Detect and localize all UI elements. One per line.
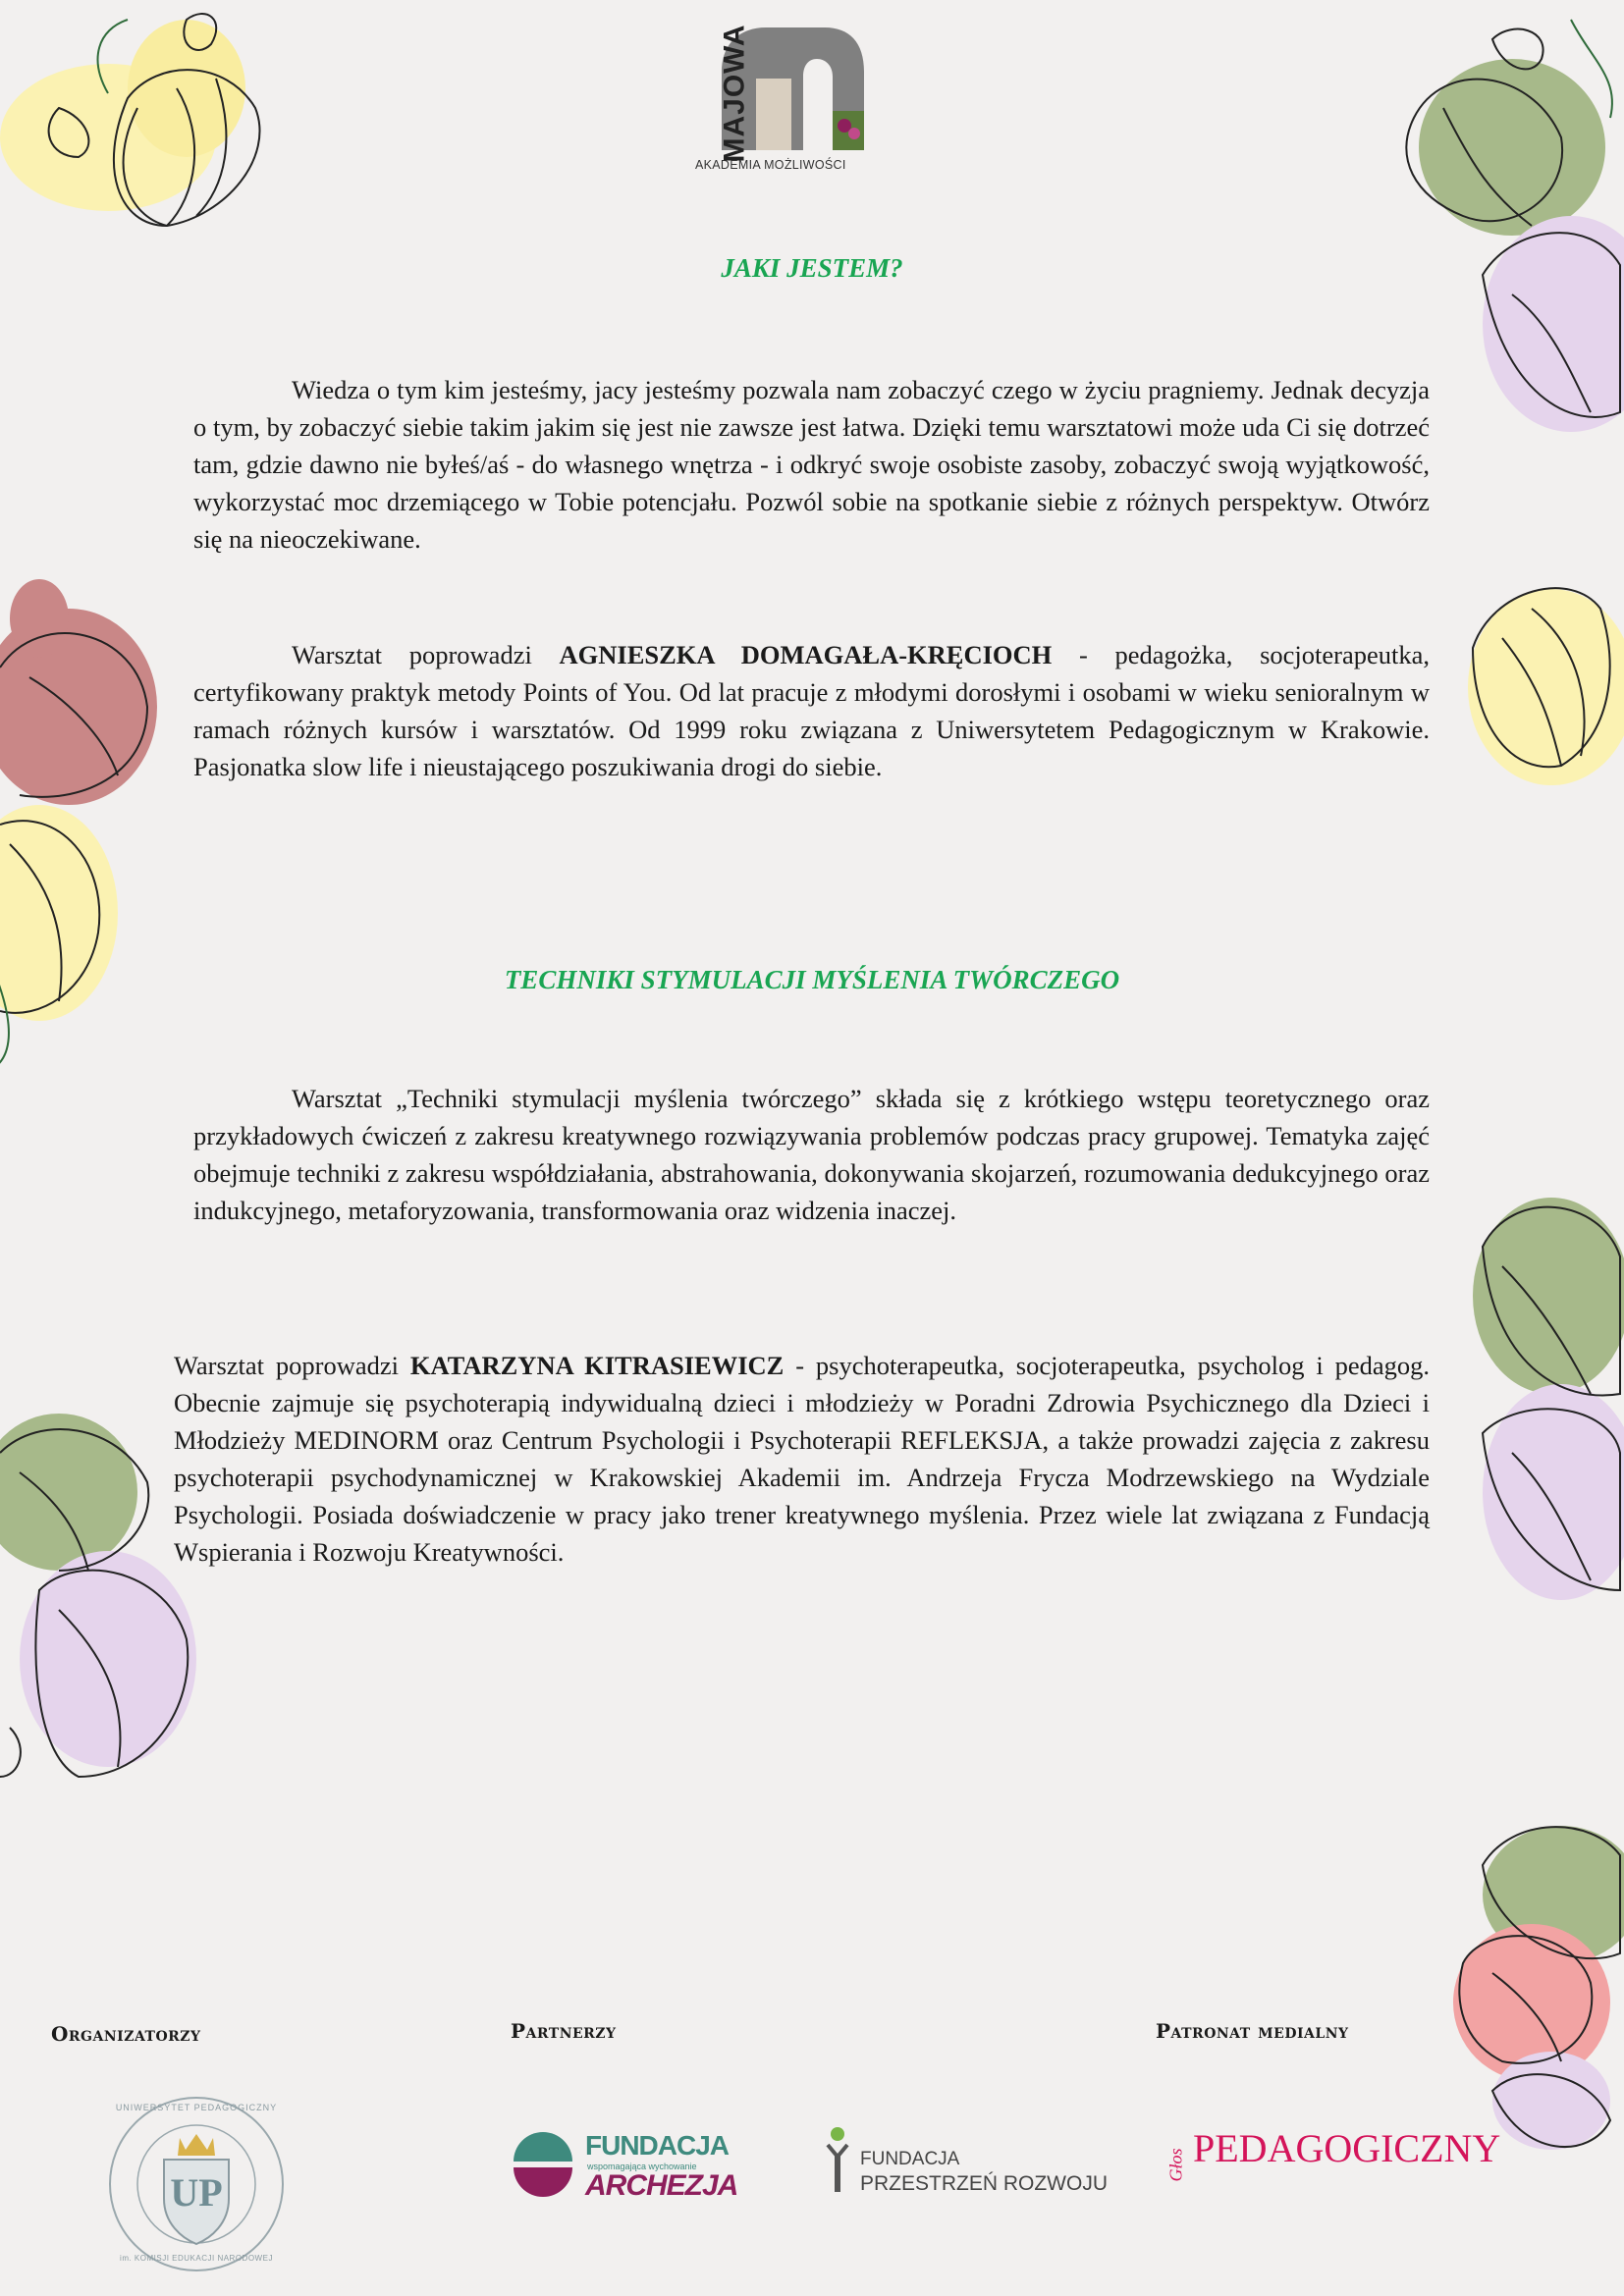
glos-big-text: PEDAGOGICZNY — [1193, 2126, 1501, 2170]
leader-bio: - pedagożka, socjoterapeutka, certyfikowany praktyk metody Points of You. Od lat pracuje z młodymi dorosłymi i osobami w wieku senioralnym w ramach różnych kursów i warsztatów. Od 1999 roku związana z Uniwersytetem Pedagogicznym w Krakowie. Pasjonatka slow life i nieustającego poszukiwania drogi do siebie. — [193, 640, 1430, 781]
przestrzen-bottom-text: PRZESTRZEŃ ROZWOJU — [860, 2172, 1108, 2195]
media-patronage-label: Patronat medialny — [1156, 2019, 1349, 2043]
majowa-brand: MAJOWA — [718, 24, 751, 163]
section-2-leader — [174, 1347, 1430, 1571]
up-ring-top-text: UNIWERSYTET PEDAGOGICZNY — [115, 2103, 278, 2112]
przestrzen-mark — [823, 2125, 852, 2194]
leader-prefix: Warsztat poprowadzi — [292, 640, 560, 669]
up-university-logo — [103, 2091, 290, 2277]
leader-bio: - psychoterapeutka, socjoterapeutka, psycholog i pedagog. Obecnie zajmuje się psychoterapią indywidualną dzieci i młodzieży w Poradni Zdrowia Psychicznego dla Dzieci i Młodzieży MEDINORM oraz Centrum Psychologii i Psychoterapii REFLEKSJA, a także prowadzi zajęcia z zakresu psychoterapii psychodynamicznej w Krakowskiej Akademii im. Andrzeja Frycza Modrzewskiego na Wydziale Psychologii. Posiada doświadczenie w pracy jako trener kreatywnego myślenia. Przez wiele lat związana z Fundacją Wspierania i Rozwoju Kreatywności. — [174, 1351, 1430, 1567]
section-2-description-text: Warsztat „Techniki stymulacji myślenia twórczego” składa się z krótkiego wstępu teoretycznego oraz przykładowych ćwiczeń z zakresu kreatywnego rozwiązywania problemów podczas pracy grupowej. Tematyka zajęć obejmuje techniki z zakresu współdziałania, abstrahowania, dokonywania skojarzeń, rozumowania dedukcyjnego oraz indukcyjnego, metaforyzowania, transformowania oraz widzenia inaczej. — [193, 1084, 1430, 1225]
section-2-title: TECHNIKI STYMULACJI MYŚLENIA TWÓRCZEGO — [504, 965, 1120, 994]
majowa-subtitle: AKADEMIA MOŻLIWOŚCI — [695, 158, 846, 172]
archezja-small-text: wspomagająca wychowanie — [587, 2162, 697, 2171]
fundacja-archezja-logo — [511, 2130, 738, 2202]
section-1-title: JAKI JESTEM? — [721, 253, 903, 283]
section-1-description — [193, 371, 1430, 558]
leader-name: KATARZYNA KITRASIEWICZ — [409, 1351, 785, 1380]
leader-prefix: Warsztat poprowadzi — [174, 1351, 410, 1380]
leader-name: AGNIESZKA DOMAGAŁA-KRĘCIOCH — [559, 640, 1053, 669]
section-1-leader — [193, 636, 1430, 785]
przestrzen-top-text: FUNDACJA — [860, 2149, 960, 2169]
glos-pedagogiczny-logo — [1164, 2125, 1501, 2184]
section-2-description — [193, 1080, 1430, 1229]
glos-small-text: Głos — [1165, 2148, 1186, 2182]
organizers-label: Organizatorzy — [51, 2022, 201, 2046]
fundacja-przestrzen-rozwoju-logo — [823, 2125, 1108, 2204]
majowa-logo — [687, 18, 874, 180]
majowa-logo-graphic — [687, 18, 874, 175]
archezja-top-text: FUNDACJA — [585, 2130, 729, 2161]
up-letters: UP — [170, 2170, 223, 2215]
partners-label: Partnerzy — [511, 2019, 617, 2043]
section-1-description-text: Wiedza o tym kim jesteśmy, jacy jesteśmy pozwala nam zobaczyć czego w życiu pragniemy. Jednak decyzja o tym, by zobaczyć siebie takim jakim się jest nie zawsze jest łatwa. Dzięki temu warsztatowi może uda Ci się dotrzeć tam, gdzie dawno nie byłeś/aś - do własnego wnętrza - i odkryć swoje osobiste zasoby, zobaczyć swoją wyjątkowość, wykorzystać moc drzemiącego w Tobie potencjału. Pozwól sobie na spotkanie siebie z różnych perspektyw. Otwórz się na nieoczekiwane. — [193, 375, 1430, 554]
up-ring-bottom-text: im. KOMISJI EDUKACJI NARODOWEJ — [120, 2254, 273, 2263]
archezja-mark — [511, 2132, 575, 2197]
archezja-bottom-text: ARCHEZJA — [585, 2169, 738, 2202]
